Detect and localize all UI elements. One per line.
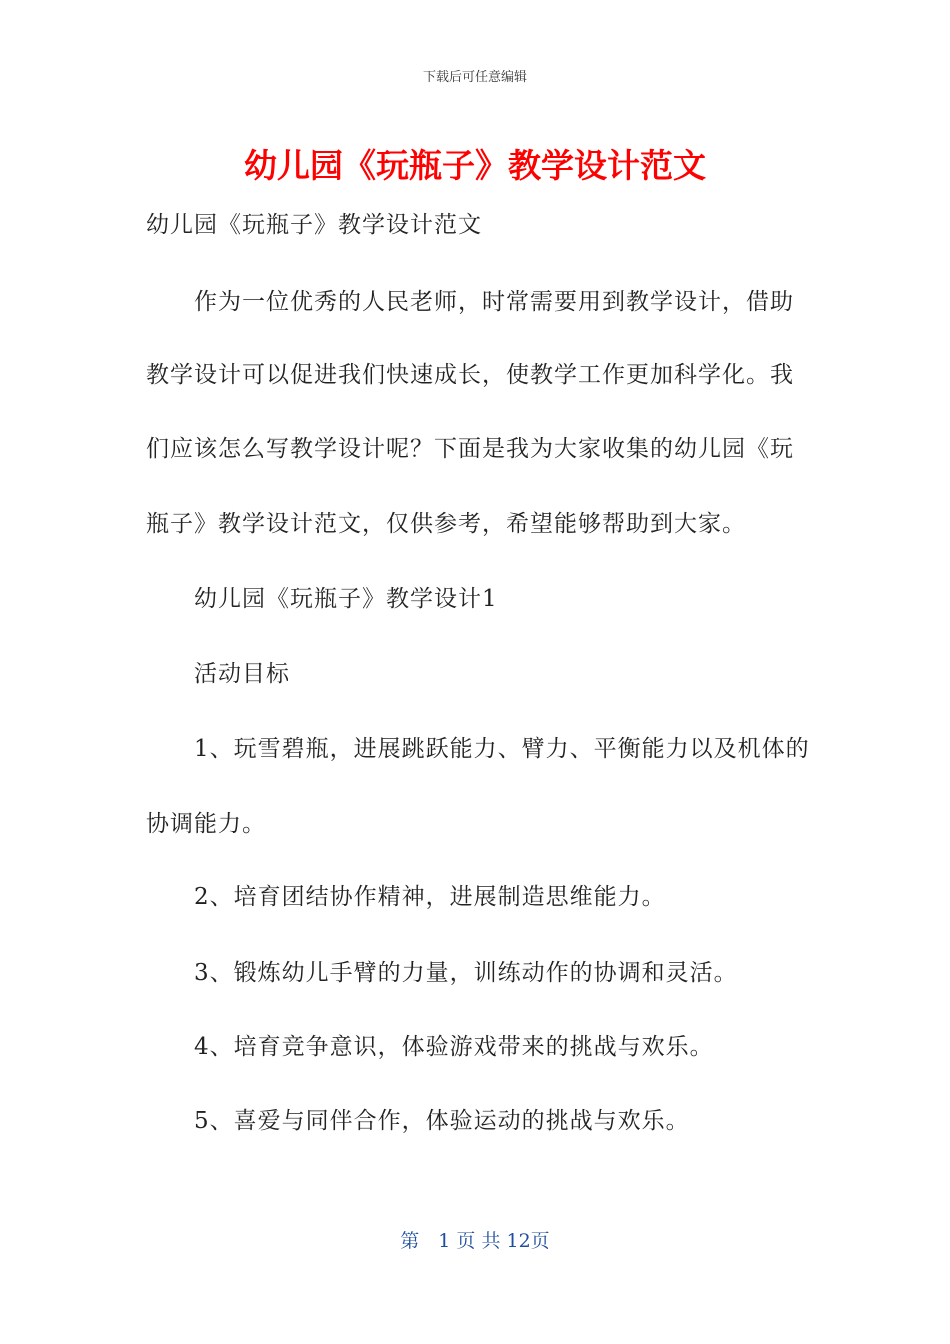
section-heading: 幼儿园《玩瓶子》教学设计1 bbox=[194, 586, 498, 612]
list-item: 2、培育团结协作精神，进展制造思维能力。 bbox=[194, 884, 666, 910]
paragraph-line: 教学设计可以促进我们快速成长，使教学工作更加科学化。我 bbox=[146, 362, 794, 388]
list-item: 3、锻炼幼儿手臂的力量，训练动作的协调和灵活。 bbox=[194, 960, 738, 986]
document-title: 幼儿园《玩瓶子》教学设计范文 bbox=[244, 146, 706, 185]
header-note: 下载后可任意编辑 bbox=[422, 70, 527, 85]
paragraph-line: 们应该怎么写教学设计呢？下面是我为大家收集的幼儿园《玩 bbox=[146, 436, 794, 462]
paragraph-line: 作为一位优秀的人民老师，时常需要用到教学设计，借助 bbox=[194, 289, 794, 315]
section-subheading: 活动目标 bbox=[194, 661, 290, 687]
list-item: 1、玩雪碧瓶，进展跳跃能力、臂力、平衡能力以及机体的 bbox=[194, 736, 810, 762]
list-item-continuation: 协调能力。 bbox=[146, 811, 266, 837]
list-item: 4、培育竞争意识，体验游戏带来的挑战与欢乐。 bbox=[194, 1034, 714, 1060]
list-item: 5、喜爱与同伴合作，体验运动的挑战与欢乐。 bbox=[194, 1108, 690, 1134]
subtitle-line: 幼儿园《玩瓶子》教学设计范文 bbox=[146, 212, 482, 238]
paragraph-line: 瓶子》教学设计范文，仅供参考，希望能够帮助到大家。 bbox=[146, 511, 746, 537]
page-footer: 第 1 页 共 12页 bbox=[400, 1230, 550, 1252]
